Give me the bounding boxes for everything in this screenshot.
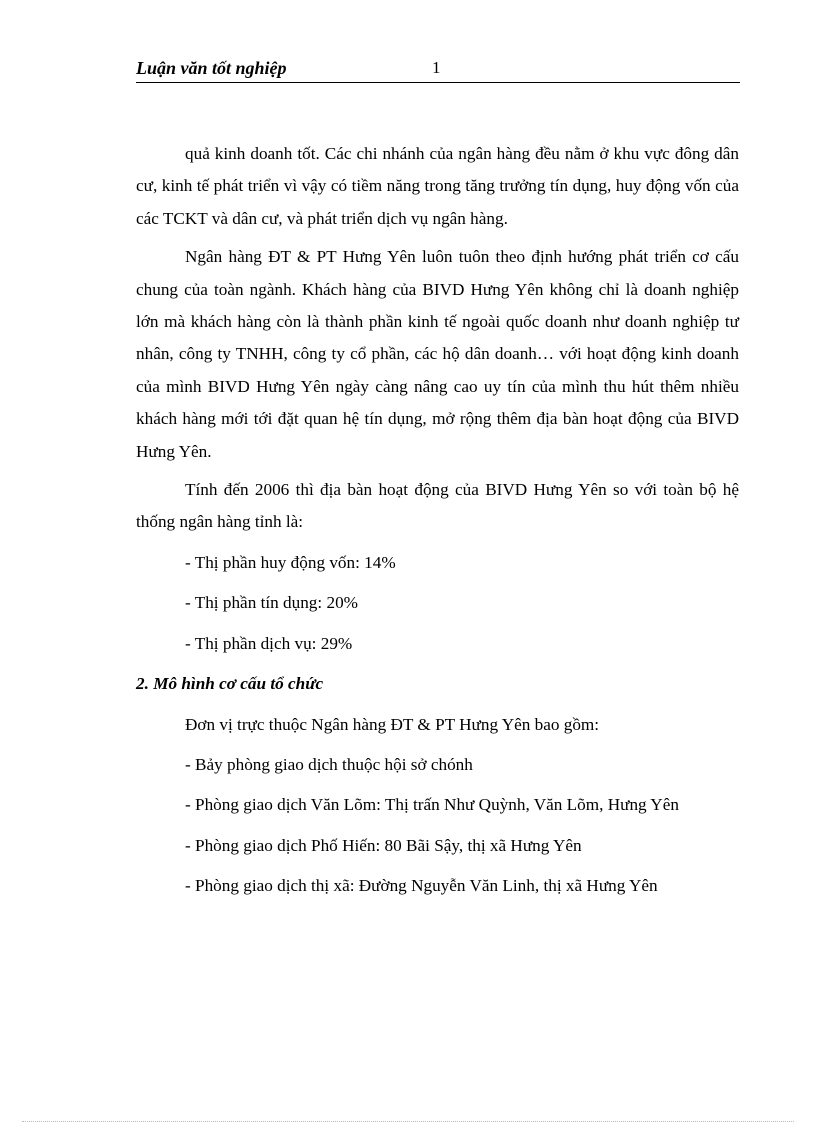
paragraph-2: Ngân hàng ĐT & PT Hưng Yên luôn tuôn theo định hướng phát triển cơ cấu chung của toàn ngành. Khách hàng của BIVD Hưng Yên không chỉ là doanh nghiệp lớn mà khách hàng còn là thành phần kinh tế ngoài quốc doanh như doanh nghiệp tư nhân, công ty TNHH, công ty cổ phần, các hộ dân doanh… với hoạt động kinh doanh của mình BIVD Hưng Yên ngày càng nâng cao uy tín của mình thu hút thêm nhiều khách hàng mới tới đặt quan hệ tín dụng, mở rộng thêm địa bàn hoạt động của BIVD Hưng Yên. [136, 247, 739, 461]
section-intro: Đơn vị trực thuộc Ngân hàng ĐT & PT Hưng Yên bao gồm: [185, 714, 600, 734]
paragraph-1: quả kinh doanh tốt. Các chi nhánh của ngân hàng đều nằm ở khu vực đông dân cư, kinh tế phát triển vì vậy có tiềm năng trong tăng trưởng tín dụng, huy động vốn của các TCKT và dân cư, và phát triển dịch vụ ngân hàng. [136, 144, 739, 228]
document-body [136, 138, 739, 903]
page-number: 1 [432, 58, 441, 77]
footer-divider [22, 1121, 794, 1122]
unit-item: - Phòng giao dịch Văn Lõm: Thị trấn Như Quỳnh, Văn Lõm, Hưng Yên [185, 795, 679, 815]
market-share-item: - Thị phần huy động vốn: 14% [185, 552, 396, 572]
market-share-item: - Thị phần dịch vụ: 29% [185, 633, 353, 653]
unit-item: - Phòng giao dịch Phố Hiến: 80 Bãi Sậy, thị xã Hưng Yên [185, 835, 582, 855]
unit-item: - Bảy phòng giao dịch thuộc hội sở chónh [185, 754, 473, 774]
page-header [136, 58, 740, 83]
header-title: Luận văn tốt nghiệp [136, 58, 287, 78]
market-share-item: - Thị phần tín dụng: 20% [185, 593, 358, 613]
section-heading: 2. Mô hình cơ cấu tổ chức [136, 674, 324, 694]
unit-item: - Phòng giao dịch thị xã: Đường Nguyễn Văn Linh, thị xã Hưng Yên [185, 876, 658, 896]
paragraph-3: Tính đến 2006 thì địa bàn hoạt động của BIVD Hưng Yên so với toàn bộ hệ thống ngân hàng tỉnh là: [136, 480, 739, 532]
